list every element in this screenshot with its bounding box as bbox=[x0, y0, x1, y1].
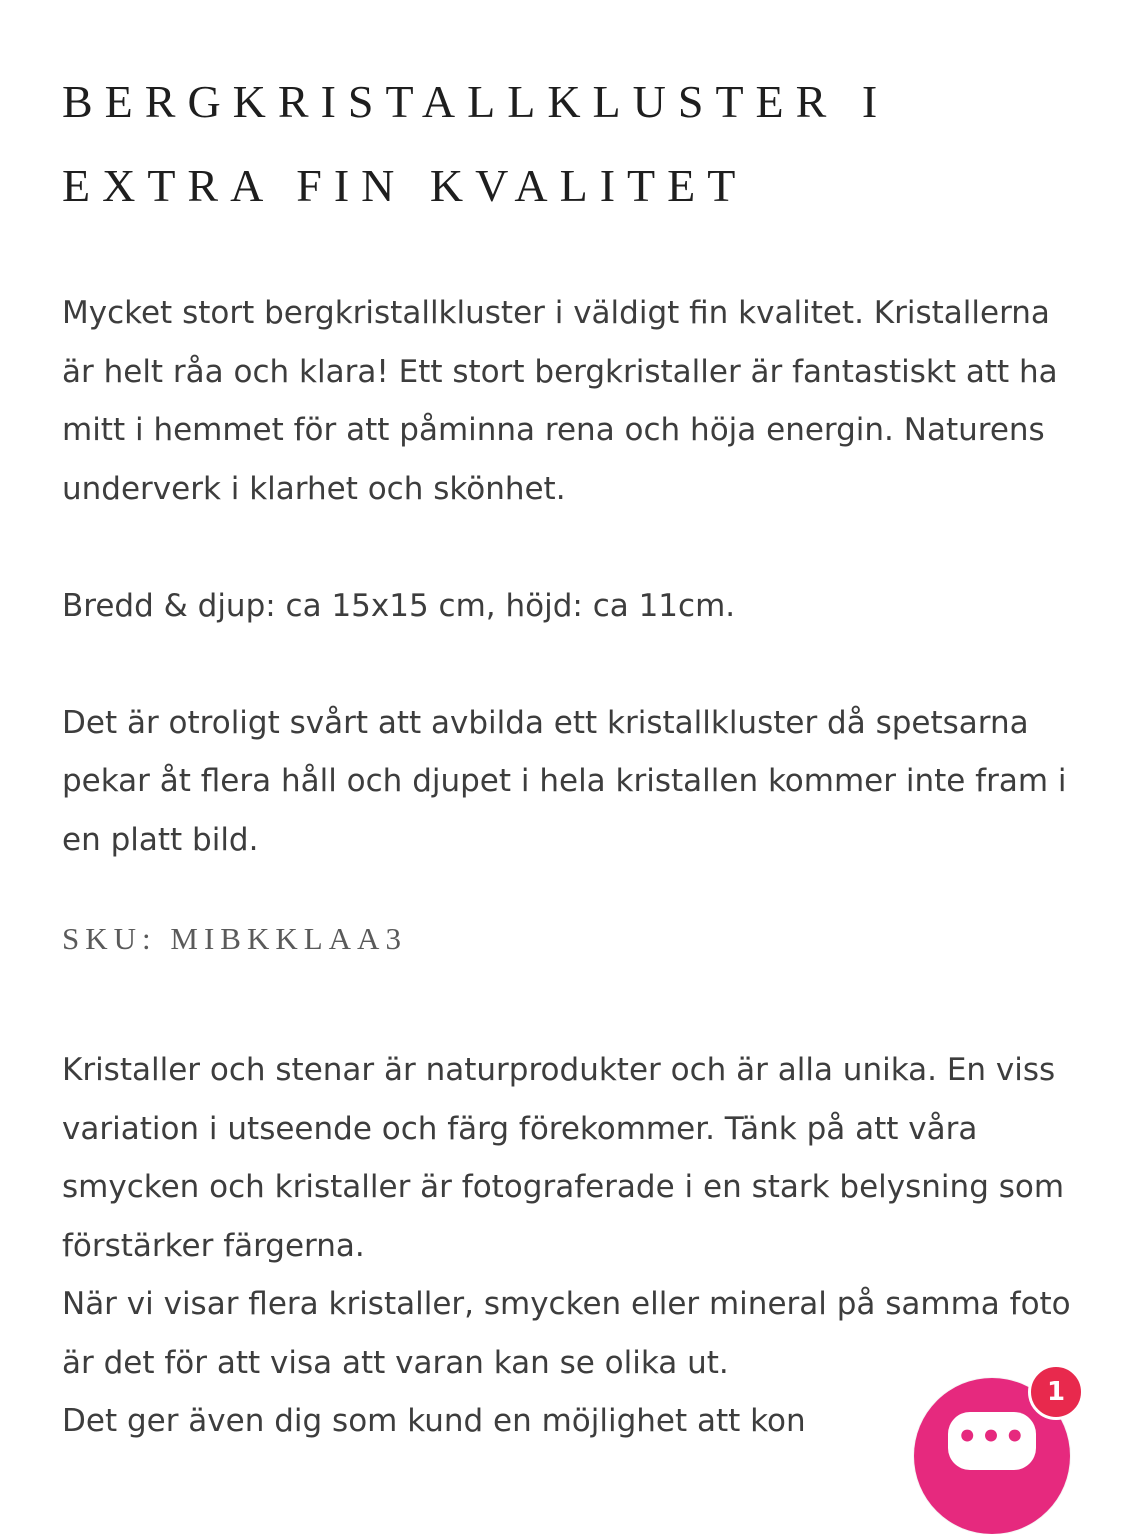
product-content bbox=[62, 60, 1072, 1451]
description-paragraph: Det är otroligt svårt att avbilda ett kristallkluster då spetsarna pekar åt flera håll och djupet i hela kristallen kommer inte fram i en platt bild. bbox=[62, 704, 1067, 858]
chat-bubble-icon bbox=[948, 1412, 1036, 1470]
chat-notification-badge: 1 bbox=[1028, 1364, 1084, 1420]
description-paragraph: Mycket stort bergkristallkluster i väldigt fin kvalitet. Kristallerna är helt råa och klara! Ett stort bergkristaller är fantastiskt att ha mitt i hemmet för att påminna rena och höja energin. Naturens underverk i klarhet och skönhet. bbox=[62, 295, 1058, 507]
description-dimensions: Bredd & djup: ca 15x15 cm, höjd: ca 11cm. bbox=[62, 587, 736, 624]
product-notice bbox=[62, 1041, 1072, 1451]
notice-paragraph: När vi visar flera kristaller, smycken eller mineral på samma foto är det för att visa att varan kan se olika ut. bbox=[62, 1286, 1071, 1381]
product-sku bbox=[62, 919, 1072, 959]
chat-dots-icon: ••• bbox=[956, 1417, 1028, 1457]
product-title: BERGKRISTALLKLUSTER I EXTRA FIN KVALITET bbox=[62, 76, 890, 211]
notice-paragraph: Det ger även dig som kund en möjlighet att kon bbox=[62, 1403, 806, 1439]
sku-label: SKU: bbox=[62, 921, 157, 956]
notice-paragraph: Kristaller och stenar är naturprodukter och är alla unika. En viss variation i utseende och färg förekommer. Tänk på att våra smycken och kristaller är fotograferade i en stark belysning som förstärker färgerna. bbox=[62, 1052, 1065, 1264]
product-description bbox=[62, 284, 1072, 869]
sku-value: MIBKKLAA3 bbox=[170, 921, 407, 956]
